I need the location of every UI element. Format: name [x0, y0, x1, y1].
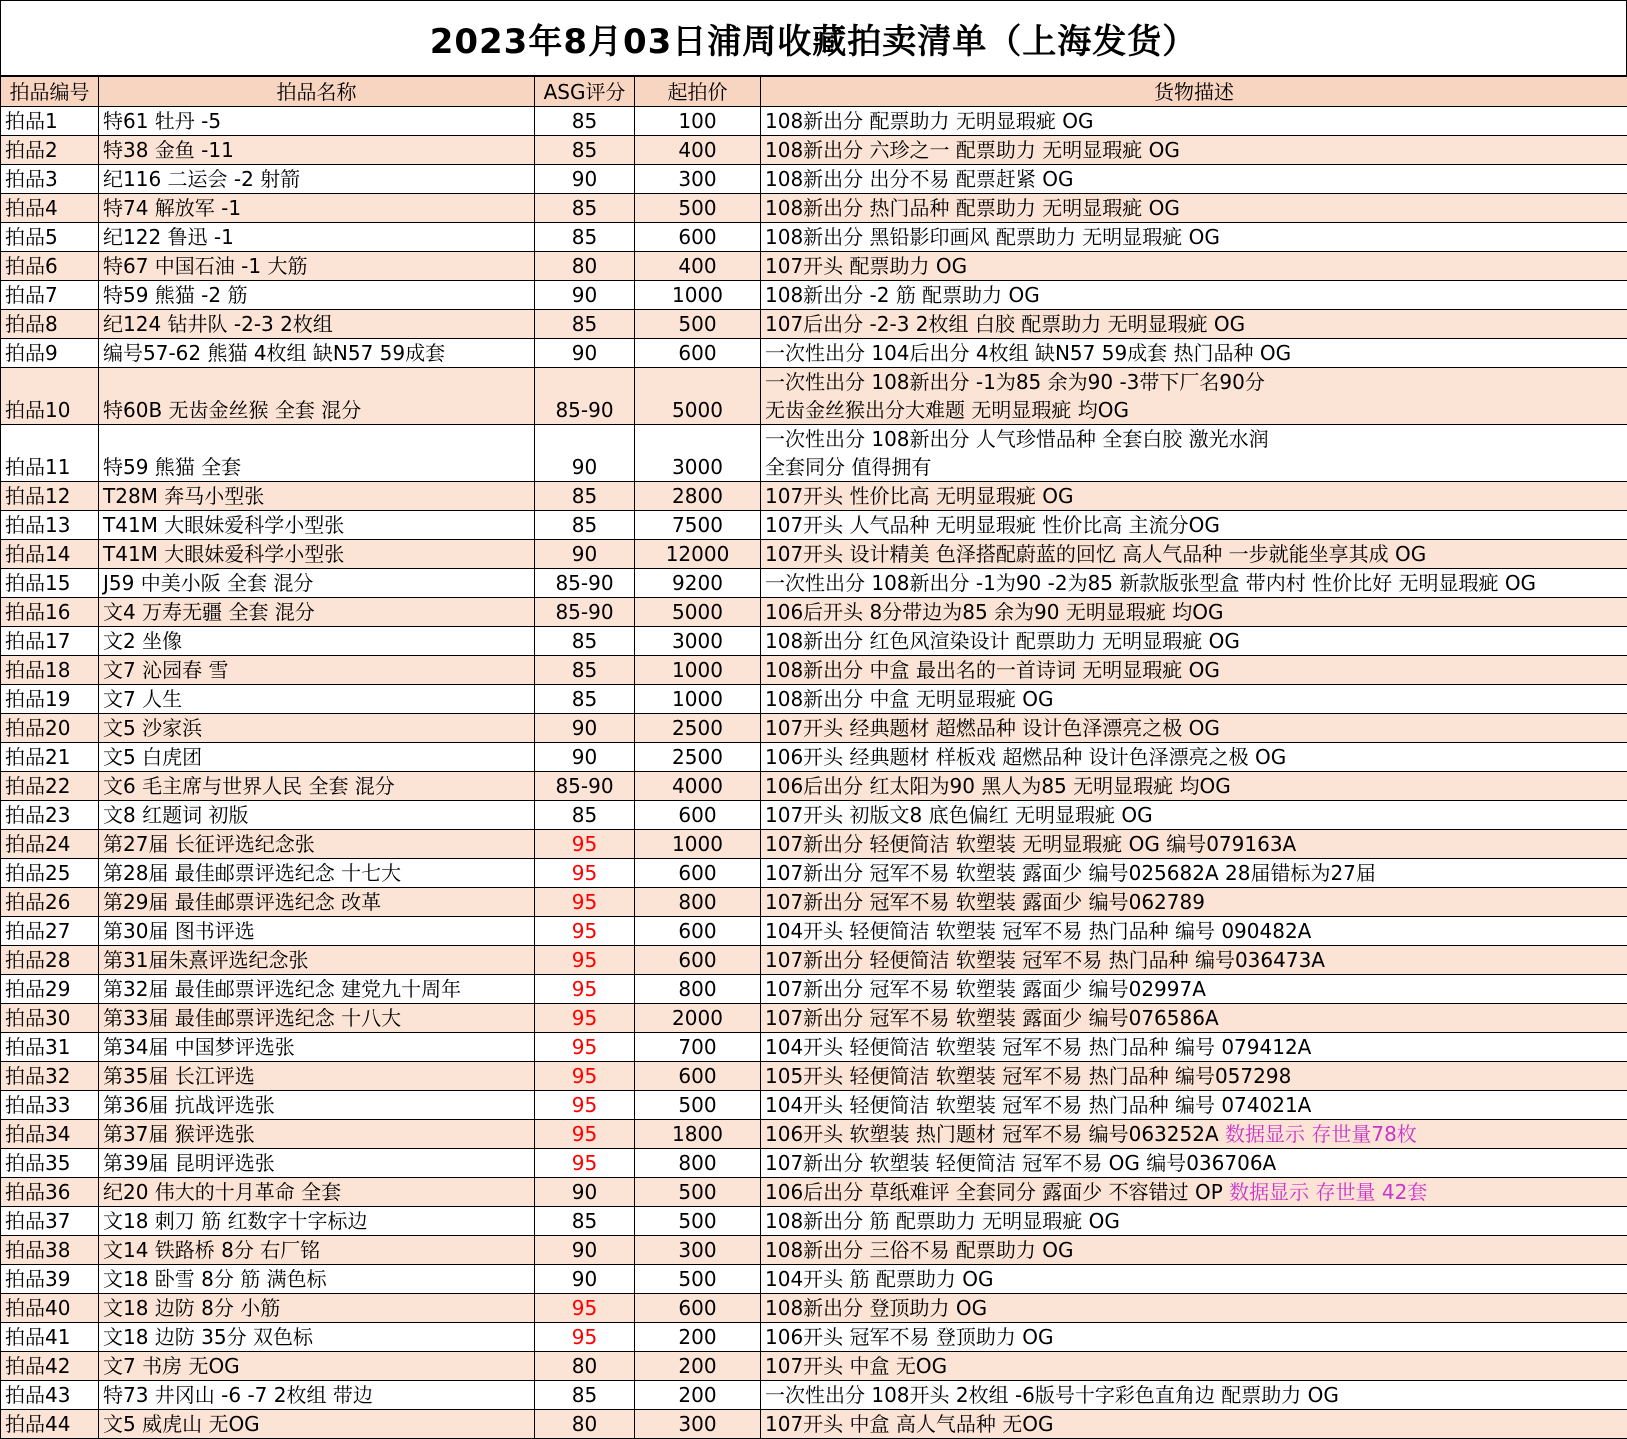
cell-start-price[interactable]: 12000: [635, 540, 761, 569]
table-row: [1, 136, 1627, 165]
cell-description[interactable]: 107开头 性价比高 无明显瑕疵 OG: [761, 482, 1627, 511]
cell-description[interactable]: 107开头 中盒 无OG: [761, 1352, 1627, 1381]
cell-lot-name[interactable]: 纪20 伟大的十月革命 全套: [99, 1178, 535, 1207]
cell-start-price[interactable]: 1000: [635, 685, 761, 714]
cell-description[interactable]: 108新出分 配票助力 无明显瑕疵 OG: [761, 107, 1627, 136]
table-row: [1, 107, 1627, 136]
stock-count-highlight: 数据显示 存世量 42套: [1229, 1180, 1427, 1204]
table-row: [1, 194, 1627, 223]
table-row: [1, 743, 1627, 772]
cell-asg-score[interactable]: 95: [535, 917, 635, 946]
table-row: [1, 1352, 1627, 1381]
cell-asg-score[interactable]: 90: [535, 1236, 635, 1265]
cell-lot-id[interactable]: 拍品38: [1, 1236, 99, 1265]
cell-lot-name[interactable]: 特74 解放军 -1: [99, 194, 535, 223]
cell-start-price[interactable]: 300: [635, 1410, 761, 1439]
cell-start-price[interactable]: 800: [635, 975, 761, 1004]
cell-description[interactable]: 104开头 轻便简洁 软塑装 冠军不易 热门品种 编号 079412A: [761, 1033, 1627, 1062]
cell-lot-id[interactable]: 拍品15: [1, 569, 99, 598]
cell-asg-score[interactable]: 95: [535, 1120, 635, 1149]
cell-asg-score[interactable]: 90: [535, 540, 635, 569]
cell-start-price[interactable]: 9200: [635, 569, 761, 598]
cell-asg-score[interactable]: 95: [535, 859, 635, 888]
cell-lot-name[interactable]: 文5 沙家浜: [99, 714, 535, 743]
cell-lot-id[interactable]: 拍品35: [1, 1149, 99, 1178]
cell-lot-id[interactable]: 拍品4: [1, 194, 99, 223]
table-row: [1, 598, 1627, 627]
table-row: [1, 830, 1627, 859]
cell-description[interactable]: 一次性出分 108开头 2枚组 -6版号十字彩色直角边 配票助力 OG: [761, 1381, 1627, 1410]
cell-description[interactable]: 107新出分 轻便简洁 软塑装 冠军不易 热门品种 编号036473A: [761, 946, 1627, 975]
cell-asg-score[interactable]: 95: [535, 1091, 635, 1120]
cell-lot-id[interactable]: 拍品30: [1, 1004, 99, 1033]
cell-start-price[interactable]: 3000: [635, 425, 761, 482]
cell-description[interactable]: 107新出分 冠军不易 软塑装 露面少 编号076586A: [761, 1004, 1627, 1033]
table-row: [1, 801, 1627, 830]
cell-lot-id[interactable]: 拍品31: [1, 1033, 99, 1062]
cell-description[interactable]: 107新出分 冠军不易 软塑装 露面少 编号025682A 28届错标为27届: [761, 859, 1627, 888]
cell-lot-id[interactable]: 拍品20: [1, 714, 99, 743]
cell-lot-id[interactable]: 拍品14: [1, 540, 99, 569]
table-row: [1, 368, 1627, 425]
cell-lot-name[interactable]: 文18 边防 35分 双色标: [99, 1323, 535, 1352]
cell-description[interactable]: 108新出分 热门品种 配票助力 无明显瑕疵 OG: [761, 194, 1627, 223]
cell-description[interactable]: 108新出分 登顶助力 OG: [761, 1294, 1627, 1323]
cell-start-price[interactable]: 4000: [635, 772, 761, 801]
cell-lot-name[interactable]: 文7 沁园春 雪: [99, 656, 535, 685]
cell-description[interactable]: 107开头 设计精美 色泽搭配蔚蓝的回忆 高人气品种 一步就能坐享其成 OG: [761, 540, 1627, 569]
table-row: [1, 511, 1627, 540]
cell-start-price[interactable]: 7500: [635, 511, 761, 540]
cell-asg-score[interactable]: 95: [535, 830, 635, 859]
cell-lot-id[interactable]: 拍品36: [1, 1178, 99, 1207]
table-row: [1, 917, 1627, 946]
cell-asg-score[interactable]: 85-90: [535, 598, 635, 627]
cell-start-price[interactable]: 600: [635, 223, 761, 252]
cell-lot-id[interactable]: 拍品25: [1, 859, 99, 888]
table-row: [1, 1207, 1627, 1236]
cell-lot-name[interactable]: J59 中美小阪 全套 混分: [99, 569, 535, 598]
cell-start-price[interactable]: 100: [635, 107, 761, 136]
cell-lot-name[interactable]: 特59 熊猫 -2 筋: [99, 281, 535, 310]
cell-start-price[interactable]: 300: [635, 165, 761, 194]
table-row: [1, 772, 1627, 801]
cell-lot-id[interactable]: 拍品12: [1, 482, 99, 511]
cell-lot-name[interactable]: 文18 边防 8分 小筋: [99, 1294, 535, 1323]
cell-lot-id[interactable]: 拍品8: [1, 310, 99, 339]
cell-asg-score[interactable]: 85: [535, 482, 635, 511]
cell-description[interactable]: 108新出分 三俗不易 配票助力 OG: [761, 1236, 1627, 1265]
cell-description[interactable]: 一次性出分 108新出分 -1为90 -2为85 新款版张型盒 带内村 性价比好 无明显瑕疵 OG: [761, 569, 1627, 598]
cell-lot-id[interactable]: 拍品33: [1, 1091, 99, 1120]
cell-lot-id[interactable]: 拍品43: [1, 1381, 99, 1410]
cell-asg-score[interactable]: 85: [535, 310, 635, 339]
cell-description[interactable]: 107后出分 -2-3 2枚组 白胶 配票助力 无明显瑕疵 OG: [761, 310, 1627, 339]
cell-asg-score[interactable]: 85-90: [535, 368, 635, 425]
cell-description[interactable]: 104开头 轻便简洁 软塑装 冠军不易 热门品种 编号 090482A: [761, 917, 1627, 946]
cell-description[interactable]: 106后开头 8分带边为85 余为90 无明显瑕疵 均OG: [761, 598, 1627, 627]
cell-lot-id[interactable]: 拍品13: [1, 511, 99, 540]
cell-lot-name[interactable]: 第30届 图书评选: [99, 917, 535, 946]
cell-asg-score[interactable]: 85: [535, 1381, 635, 1410]
cell-asg-score[interactable]: 85: [535, 801, 635, 830]
cell-description[interactable]: 104开头 轻便简洁 软塑装 冠军不易 热门品种 编号 074021A: [761, 1091, 1627, 1120]
cell-start-price[interactable]: 200: [635, 1323, 761, 1352]
table-row: [1, 569, 1627, 598]
cell-asg-score[interactable]: 85: [535, 107, 635, 136]
cell-start-price[interactable]: 600: [635, 859, 761, 888]
cell-start-price[interactable]: 400: [635, 252, 761, 281]
cell-lot-name[interactable]: 特60B 无齿金丝猴 全套 混分: [99, 368, 535, 425]
cell-description[interactable]: 107新出分 冠军不易 软塑装 露面少 编号062789: [761, 888, 1627, 917]
cell-lot-id[interactable]: 拍品44: [1, 1410, 99, 1439]
cell-description[interactable]: 107开头 初版文8 底色偏红 无明显瑕疵 OG: [761, 801, 1627, 830]
cell-description[interactable]: 105开头 轻便简洁 软塑装 冠军不易 热门品种 编号057298: [761, 1062, 1627, 1091]
cell-start-price[interactable]: 700: [635, 1033, 761, 1062]
cell-lot-id[interactable]: 拍品9: [1, 339, 99, 368]
cell-asg-score[interactable]: 90: [535, 1265, 635, 1294]
cell-lot-id[interactable]: 拍品17: [1, 627, 99, 656]
cell-asg-score[interactable]: 85: [535, 223, 635, 252]
cell-description[interactable]: 106开头 经典题材 样板戏 超燃品种 设计色泽漂亮之极 OG: [761, 743, 1627, 772]
cell-asg-score[interactable]: 90: [535, 743, 635, 772]
table-row: [1, 425, 1627, 482]
cell-lot-name[interactable]: 第34届 中国梦评选张: [99, 1033, 535, 1062]
cell-lot-id[interactable]: 拍品5: [1, 223, 99, 252]
cell-lot-name[interactable]: 文8 红题词 初版: [99, 801, 535, 830]
cell-description[interactable]: 108新出分 六珍之一 配票助力 无明显瑕疵 OG: [761, 136, 1627, 165]
cell-asg-score[interactable]: 85: [535, 685, 635, 714]
cell-start-price[interactable]: 1000: [635, 656, 761, 685]
cell-lot-id[interactable]: 拍品21: [1, 743, 99, 772]
cell-lot-id[interactable]: 拍品29: [1, 975, 99, 1004]
table-row: [1, 859, 1627, 888]
table-row: [1, 1120, 1627, 1149]
cell-description[interactable]: 107新出分 冠军不易 软塑装 露面少 编号02997A: [761, 975, 1627, 1004]
cell-start-price[interactable]: 1800: [635, 1120, 761, 1149]
cell-lot-name[interactable]: 文18 刺刀 筋 红数字十字标边: [99, 1207, 535, 1236]
cell-start-price[interactable]: 5000: [635, 598, 761, 627]
cell-lot-name[interactable]: 编号57-62 熊猫 4枚组 缺N57 59成套: [99, 339, 535, 368]
table-row: [1, 946, 1627, 975]
cell-start-price[interactable]: 400: [635, 136, 761, 165]
cell-lot-name[interactable]: 文7 书房 无OG: [99, 1352, 535, 1381]
cell-lot-id[interactable]: 拍品7: [1, 281, 99, 310]
cell-start-price[interactable]: 600: [635, 917, 761, 946]
cell-description[interactable]: 107开头 中盒 高人气品种 无OG: [761, 1410, 1627, 1439]
cell-asg-score[interactable]: 95: [535, 1323, 635, 1352]
cell-start-price[interactable]: 800: [635, 888, 761, 917]
table-row: [1, 1033, 1627, 1062]
cell-description[interactable]: 108新出分 黑铅影印画风 配票助力 无明显瑕疵 OG: [761, 223, 1627, 252]
cell-asg-score[interactable]: 80: [535, 1352, 635, 1381]
cell-description[interactable]: 106后出分 红太阳为90 黑人为85 无明显瑕疵 均OG: [761, 772, 1627, 801]
cell-lot-name[interactable]: T41M 大眼妹爱科学小型张: [99, 540, 535, 569]
table-row: [1, 1091, 1627, 1120]
cell-start-price[interactable]: 2000: [635, 1004, 761, 1033]
cell-lot-id[interactable]: 拍品3: [1, 165, 99, 194]
cell-lot-name[interactable]: 文7 人生: [99, 685, 535, 714]
cell-start-price[interactable]: 3000: [635, 627, 761, 656]
table-row: [1, 540, 1627, 569]
header-row: [1, 77, 1627, 107]
cell-asg-score[interactable]: 85: [535, 627, 635, 656]
header-lot-name[interactable]: 拍品名称: [99, 77, 535, 107]
cell-asg-score[interactable]: 95: [535, 888, 635, 917]
cell-start-price[interactable]: 600: [635, 1294, 761, 1323]
cell-lot-id[interactable]: 拍品22: [1, 772, 99, 801]
cell-description[interactable]: 104开头 筋 配票助力 OG: [761, 1265, 1627, 1294]
cell-lot-id[interactable]: 拍品19: [1, 685, 99, 714]
table-row: [1, 1265, 1627, 1294]
cell-description[interactable]: 107开头 人气品种 无明显瑕疵 性价比高 主流分OG: [761, 511, 1627, 540]
cell-lot-id[interactable]: 拍品6: [1, 252, 99, 281]
cell-lot-name[interactable]: 第32届 最佳邮票评选纪念 建党九十周年: [99, 975, 535, 1004]
cell-lot-name[interactable]: 第28届 最佳邮票评选纪念 十七大: [99, 859, 535, 888]
cell-asg-score[interactable]: 90: [535, 165, 635, 194]
cell-lot-id[interactable]: 拍品28: [1, 946, 99, 975]
cell-lot-id[interactable]: 拍品26: [1, 888, 99, 917]
cell-description[interactable]: 106后出分 草纸难评 全套同分 露面少 不容错过 OP 数据显示 存世量 42套: [761, 1178, 1627, 1207]
cell-asg-score[interactable]: 85: [535, 656, 635, 685]
cell-lot-name[interactable]: T41M 大眼妹爱科学小型张: [99, 511, 535, 540]
cell-lot-name[interactable]: 特38 金鱼 -11: [99, 136, 535, 165]
cell-asg-score[interactable]: 90: [535, 714, 635, 743]
cell-lot-id[interactable]: 拍品23: [1, 801, 99, 830]
table-row: [1, 685, 1627, 714]
cell-start-price[interactable]: 200: [635, 1352, 761, 1381]
cell-lot-name[interactable]: 文2 坐像: [99, 627, 535, 656]
cell-lot-name[interactable]: 特59 熊猫 全套: [99, 425, 535, 482]
cell-description[interactable]: 108新出分 中盒 无明显瑕疵 OG: [761, 685, 1627, 714]
table-row: [1, 1323, 1627, 1352]
cell-description[interactable]: 106开头 软塑装 热门题材 冠军不易 编号063252A 数据显示 存世量78枚: [761, 1120, 1627, 1149]
header-start-price[interactable]: 起拍价: [635, 77, 761, 107]
cell-lot-id[interactable]: 拍品10: [1, 368, 99, 425]
cell-lot-id[interactable]: 拍品16: [1, 598, 99, 627]
cell-description[interactable]: 108新出分 出分不易 配票赶紧 OG: [761, 165, 1627, 194]
cell-asg-score[interactable]: 90: [535, 1178, 635, 1207]
table-row: [1, 165, 1627, 194]
cell-start-price[interactable]: 1000: [635, 281, 761, 310]
cell-start-price[interactable]: 300: [635, 1236, 761, 1265]
cell-lot-id[interactable]: 拍品39: [1, 1265, 99, 1294]
sheet-title: 2023年8月03日浦周收藏拍卖清单（上海发货）: [0, 0, 1627, 76]
table-row: [1, 1004, 1627, 1033]
cell-lot-name[interactable]: 文5 威虎山 无OG: [99, 1410, 535, 1439]
cell-lot-name[interactable]: 文4 万寿无疆 全套 混分: [99, 598, 535, 627]
table-row: [1, 1236, 1627, 1265]
cell-asg-score[interactable]: 95: [535, 975, 635, 1004]
cell-asg-score[interactable]: 85-90: [535, 772, 635, 801]
table-row: [1, 310, 1627, 339]
cell-asg-score[interactable]: 80: [535, 1410, 635, 1439]
table-row: [1, 1294, 1627, 1323]
cell-asg-score[interactable]: 85-90: [535, 569, 635, 598]
cell-start-price[interactable]: 5000: [635, 368, 761, 425]
cell-asg-score[interactable]: 80: [535, 252, 635, 281]
table-row: [1, 252, 1627, 281]
cell-lot-id[interactable]: 拍品34: [1, 1120, 99, 1149]
cell-start-price[interactable]: 600: [635, 946, 761, 975]
cell-asg-score[interactable]: 85: [535, 194, 635, 223]
cell-asg-score[interactable]: 85: [535, 511, 635, 540]
cell-description[interactable]: 108新出分 -2 筋 配票助力 OG: [761, 281, 1627, 310]
table-row: [1, 975, 1627, 1004]
table-row: [1, 1062, 1627, 1091]
table-row: [1, 1149, 1627, 1178]
cell-start-price[interactable]: 200: [635, 1381, 761, 1410]
cell-asg-score[interactable]: 85: [535, 136, 635, 165]
cell-lot-id[interactable]: 拍品41: [1, 1323, 99, 1352]
cell-lot-name[interactable]: 第31届朱熹评选纪念张: [99, 946, 535, 975]
cell-lot-name[interactable]: 文6 毛主席与世界人民 全套 混分: [99, 772, 535, 801]
cell-lot-id[interactable]: 拍品42: [1, 1352, 99, 1381]
cell-lot-id[interactable]: 拍品37: [1, 1207, 99, 1236]
table-row: [1, 714, 1627, 743]
table-row: [1, 656, 1627, 685]
cell-lot-name[interactable]: 纪122 鲁迅 -1: [99, 223, 535, 252]
cell-lot-name[interactable]: 第35届 长江评选: [99, 1062, 535, 1091]
cell-description[interactable]: 107新出分 软塑装 轻便简洁 冠军不易 OG 编号036706A: [761, 1149, 1627, 1178]
cell-description[interactable]: 108新出分 红色风渲染设计 配票助力 无明显瑕疵 OG: [761, 627, 1627, 656]
cell-lot-name[interactable]: 第36届 抗战评选张: [99, 1091, 535, 1120]
cell-asg-score[interactable]: 90: [535, 281, 635, 310]
auction-table: [0, 76, 1627, 1439]
table-row: [1, 339, 1627, 368]
cell-start-price[interactable]: 500: [635, 1178, 761, 1207]
cell-start-price[interactable]: 500: [635, 1091, 761, 1120]
cell-start-price[interactable]: 500: [635, 194, 761, 223]
cell-lot-id[interactable]: 拍品24: [1, 830, 99, 859]
cell-lot-name[interactable]: 纪116 二运会 -2 射箭: [99, 165, 535, 194]
cell-lot-name[interactable]: 第37届 猴评选张: [99, 1120, 535, 1149]
table-row: [1, 1381, 1627, 1410]
cell-lot-name[interactable]: 文5 白虎团: [99, 743, 535, 772]
cell-lot-name[interactable]: 第39届 昆明评选张: [99, 1149, 535, 1178]
cell-description[interactable]: 一次性出分 108新出分 人气珍惜品种 全套白胶 激光水润 全套同分 值得拥有: [761, 425, 1627, 482]
table-row: [1, 1410, 1627, 1439]
cell-start-price[interactable]: 500: [635, 310, 761, 339]
cell-lot-name[interactable]: 第33届 最佳邮票评选纪念 十八大: [99, 1004, 535, 1033]
cell-start-price[interactable]: 500: [635, 1207, 761, 1236]
header-lot-id[interactable]: 拍品编号: [1, 77, 99, 107]
cell-lot-name[interactable]: 特73 井冈山 -6 -7 2枚组 带边: [99, 1381, 535, 1410]
cell-start-price[interactable]: 2500: [635, 714, 761, 743]
cell-description[interactable]: 一次性出分 108新出分 -1为85 余为90 -3带下厂名90分 无齿金丝猴出分大难题 无明显瑕疵 均OG: [761, 368, 1627, 425]
cell-description[interactable]: 107新出分 轻便简洁 软塑装 无明显瑕疵 OG 编号079163A: [761, 830, 1627, 859]
cell-start-price[interactable]: 600: [635, 339, 761, 368]
cell-description[interactable]: 108新出分 筋 配票助力 无明显瑕疵 OG: [761, 1207, 1627, 1236]
cell-asg-score[interactable]: 95: [535, 1294, 635, 1323]
cell-start-price[interactable]: 800: [635, 1149, 761, 1178]
stock-count-highlight: 数据显示 存世量78枚: [1225, 1122, 1417, 1146]
cell-description[interactable]: 107开头 配票助力 OG: [761, 252, 1627, 281]
cell-asg-score[interactable]: 85: [535, 1207, 635, 1236]
cell-asg-score[interactable]: 95: [535, 1033, 635, 1062]
cell-start-price[interactable]: 2500: [635, 743, 761, 772]
cell-description[interactable]: 107开头 经典题材 超燃品种 设计色泽漂亮之极 OG: [761, 714, 1627, 743]
cell-lot-name[interactable]: 第29届 最佳邮票评选纪念 改革: [99, 888, 535, 917]
header-description[interactable]: 货物描述: [761, 77, 1627, 107]
cell-lot-name[interactable]: 文18 卧雪 8分 筋 满色标: [99, 1265, 535, 1294]
table-row: [1, 223, 1627, 252]
cell-lot-name[interactable]: 特61 牡丹 -5: [99, 107, 535, 136]
cell-lot-name[interactable]: 纪124 钻井队 -2-3 2枚组: [99, 310, 535, 339]
cell-description[interactable]: 一次性出分 104后出分 4枚组 缺N57 59成套 热门品种 OG: [761, 339, 1627, 368]
table-row: [1, 1178, 1627, 1207]
cell-start-price[interactable]: 500: [635, 1265, 761, 1294]
table-row: [1, 281, 1627, 310]
cell-lot-name[interactable]: T28M 奔马小型张: [99, 482, 535, 511]
cell-start-price[interactable]: 600: [635, 801, 761, 830]
table-row: [1, 627, 1627, 656]
table-row: [1, 482, 1627, 511]
cell-start-price[interactable]: 2800: [635, 482, 761, 511]
cell-asg-score[interactable]: 95: [535, 1062, 635, 1091]
cell-lot-id[interactable]: 拍品11: [1, 425, 99, 482]
table-row: [1, 888, 1627, 917]
cell-asg-score[interactable]: 90: [535, 339, 635, 368]
table-body: [1, 107, 1627, 1439]
cell-asg-score[interactable]: 90: [535, 425, 635, 482]
cell-lot-id[interactable]: 拍品2: [1, 136, 99, 165]
cell-description[interactable]: 108新出分 中盒 最出名的一首诗词 无明显瑕疵 OG: [761, 656, 1627, 685]
header-asg-score[interactable]: ASG评分: [535, 77, 635, 107]
cell-lot-name[interactable]: 特67 中国石油 -1 大筋: [99, 252, 535, 281]
cell-lot-id[interactable]: 拍品18: [1, 656, 99, 685]
cell-start-price[interactable]: 600: [635, 1062, 761, 1091]
cell-description[interactable]: 106开头 冠军不易 登顶助力 OG: [761, 1323, 1627, 1352]
cell-asg-score[interactable]: 95: [535, 946, 635, 975]
cell-lot-id[interactable]: 拍品27: [1, 917, 99, 946]
cell-asg-score[interactable]: 95: [535, 1149, 635, 1178]
cell-asg-score[interactable]: 95: [535, 1004, 635, 1033]
cell-lot-id[interactable]: 拍品1: [1, 107, 99, 136]
cell-lot-id[interactable]: 拍品32: [1, 1062, 99, 1091]
cell-start-price[interactable]: 1000: [635, 830, 761, 859]
cell-lot-name[interactable]: 文14 铁路桥 8分 右厂铭: [99, 1236, 535, 1265]
cell-lot-name[interactable]: 第27届 长征评选纪念张: [99, 830, 535, 859]
cell-lot-id[interactable]: 拍品40: [1, 1294, 99, 1323]
